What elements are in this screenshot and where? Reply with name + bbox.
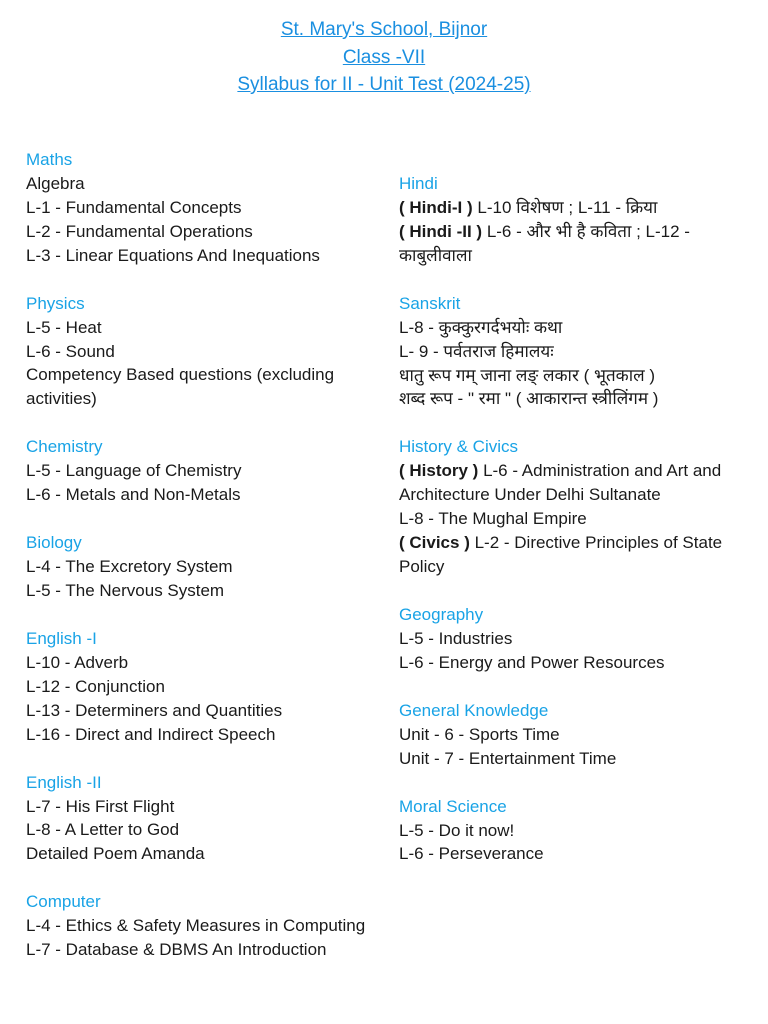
syllabus-line bbox=[399, 316, 744, 340]
subject-section-computer bbox=[26, 890, 376, 962]
right-column bbox=[399, 172, 744, 890]
syllabus-text: L-6 - और भी है कविता ; L-12 - काबुलीवाला bbox=[399, 221, 690, 265]
subject-heading: General Knowledge bbox=[399, 700, 549, 720]
subject-section-chemistry bbox=[26, 435, 376, 507]
syllabus-line bbox=[26, 699, 376, 723]
syllabus-text: L-5 - The Nervous System bbox=[26, 580, 225, 600]
syllabus-text: L-6 - Perseverance bbox=[399, 844, 544, 864]
syllabus-text: L-4 - The Excretory System bbox=[26, 557, 233, 577]
syllabus-text: L-16 - Direct and Indirect Speech bbox=[26, 724, 276, 744]
document-header bbox=[0, 16, 768, 99]
syllabus-line bbox=[399, 220, 744, 268]
subject-heading: Sanskrit bbox=[399, 293, 461, 313]
syllabus-line bbox=[26, 483, 376, 507]
syllabus-text: L-2 - Fundamental Operations bbox=[26, 221, 253, 241]
syllabus-line bbox=[26, 316, 376, 340]
subject-heading: Moral Science bbox=[399, 796, 507, 816]
syllabus-line bbox=[26, 938, 376, 962]
paper-label: ( Civics ) bbox=[399, 533, 470, 553]
subject-section-maths bbox=[26, 148, 376, 268]
syllabus-text: L-5 - Language of Chemistry bbox=[26, 461, 242, 481]
syllabus-title: Syllabus for II - Unit Test (2024-25) bbox=[237, 74, 531, 95]
subject-heading: History & Civics bbox=[399, 437, 519, 457]
syllabus-text: L-8 - A Letter to God bbox=[26, 820, 180, 840]
syllabus-line bbox=[26, 842, 376, 866]
syllabus-text: L-7 - Database & DBMS An Introduction bbox=[26, 940, 327, 960]
left-column bbox=[26, 148, 376, 986]
class-title: Class -VII bbox=[342, 46, 426, 68]
syllabus-line bbox=[399, 340, 744, 364]
syllabus-line bbox=[399, 196, 744, 220]
syllabus-text: शब्द रूप - " रमा " ( आकारान्त स्त्रीलिंगम ) bbox=[399, 389, 659, 409]
syllabus-line bbox=[399, 723, 744, 747]
syllabus-line bbox=[26, 555, 376, 579]
syllabus-text: L-6 - Sound bbox=[26, 341, 115, 361]
syllabus-line bbox=[26, 818, 376, 842]
syllabus-line bbox=[26, 340, 376, 364]
subject-section-geography bbox=[399, 603, 744, 675]
subject-heading: Biology bbox=[26, 533, 82, 553]
syllabus-text: L-5 - Do it now! bbox=[399, 820, 515, 840]
syllabus-text: L-5 - Industries bbox=[399, 628, 513, 648]
subject-heading: English -I bbox=[26, 628, 97, 648]
syllabus-line bbox=[26, 675, 376, 699]
subject-heading: Physics bbox=[26, 293, 85, 313]
syllabus-line bbox=[26, 914, 376, 938]
syllabus-text: L- 9 - पर्वतराज हिमालयः bbox=[399, 341, 554, 361]
syllabus-text: L-8 - The Mughal Empire bbox=[399, 509, 587, 529]
syllabus-text: L-6 - Metals and Non-Metals bbox=[26, 485, 241, 505]
syllabus-text: L-5 - Heat bbox=[26, 317, 102, 337]
subject-section-english-ii bbox=[26, 771, 376, 867]
syllabus-line bbox=[26, 579, 376, 603]
syllabus-text: Unit - 7 - Entertainment Time bbox=[399, 748, 617, 768]
subject-section-biology bbox=[26, 531, 376, 603]
syllabus-text: Unit - 6 - Sports Time bbox=[399, 724, 560, 744]
school-name: St. Mary's School, Bijnor bbox=[280, 19, 488, 40]
syllabus-line bbox=[26, 244, 376, 268]
subject-section-hindi bbox=[399, 172, 744, 268]
subject-section-history-civics bbox=[399, 435, 744, 579]
syllabus-text: L-6 - Energy and Power Resources bbox=[399, 652, 665, 672]
subject-heading: Geography bbox=[399, 604, 484, 624]
paper-label: ( Hindi-I ) bbox=[399, 198, 473, 217]
paper-label: ( History ) bbox=[399, 461, 479, 481]
syllabus-line bbox=[26, 651, 376, 675]
subject-section-english-i bbox=[26, 627, 376, 747]
subject-heading: Computer bbox=[26, 892, 101, 912]
paper-label: ( Hindi -II ) bbox=[399, 221, 483, 241]
syllabus-line bbox=[399, 364, 744, 388]
subject-heading: English -II bbox=[26, 772, 102, 792]
syllabus-text: L-13 - Determiners and Quantities bbox=[26, 700, 283, 720]
syllabus-text: L-4 - Ethics & Safety Measures in Computing bbox=[26, 916, 366, 936]
syllabus-text: धातु रूप गम् जाना लङ् लकार ( भूतकाल ) bbox=[399, 365, 656, 385]
syllabus-line bbox=[26, 220, 376, 244]
subject-heading: Hindi bbox=[399, 174, 438, 193]
syllabus-text: L-6 - Administration and Art and Architecture Under Delhi Sultanate bbox=[399, 461, 722, 505]
syllabus-line bbox=[399, 819, 744, 843]
subject-heading: Maths bbox=[26, 150, 73, 169]
syllabus-text: L-2 - Directive Principles of State Policy bbox=[399, 533, 723, 576]
syllabus-text: L-8 - कुक्कुरगर्दभयोः कथा bbox=[399, 317, 563, 337]
syllabus-line bbox=[399, 507, 744, 531]
syllabus-line bbox=[399, 842, 744, 866]
subject-section-general-knowledge bbox=[399, 699, 744, 771]
syllabus-text: L-3 - Linear Equations And Inequations bbox=[26, 245, 320, 265]
subject-section-moral-science bbox=[399, 795, 744, 867]
syllabus-line bbox=[399, 459, 744, 507]
syllabus-line bbox=[399, 747, 744, 771]
syllabus-text: L-7 - His First Flight bbox=[26, 796, 175, 816]
syllabus-line bbox=[399, 651, 744, 675]
syllabus-text: L-1 - Fundamental Concepts bbox=[26, 197, 242, 217]
syllabus-line bbox=[26, 172, 376, 196]
syllabus-line bbox=[399, 387, 744, 411]
syllabus-text: L-12 - Conjunction bbox=[26, 676, 165, 696]
syllabus-line bbox=[26, 795, 376, 819]
syllabus-line bbox=[399, 531, 744, 579]
syllabus-text: Algebra bbox=[26, 174, 85, 193]
subject-heading: Chemistry bbox=[26, 437, 103, 457]
syllabus-text: Detailed Poem Amanda bbox=[26, 844, 205, 864]
subject-section-physics bbox=[26, 292, 376, 412]
syllabus-line bbox=[26, 196, 376, 220]
syllabus-text: L-10 - Adverb bbox=[26, 652, 129, 672]
syllabus-line bbox=[399, 627, 744, 651]
syllabus-line bbox=[26, 459, 376, 483]
syllabus-line bbox=[26, 363, 376, 411]
syllabus-text: L-10 विशेषण ; L-11 - क्रिया bbox=[472, 198, 658, 217]
syllabus-line bbox=[26, 723, 376, 747]
subject-section-sanskrit bbox=[399, 292, 744, 412]
syllabus-text: Competency Based questions (excluding activities) bbox=[26, 365, 335, 409]
